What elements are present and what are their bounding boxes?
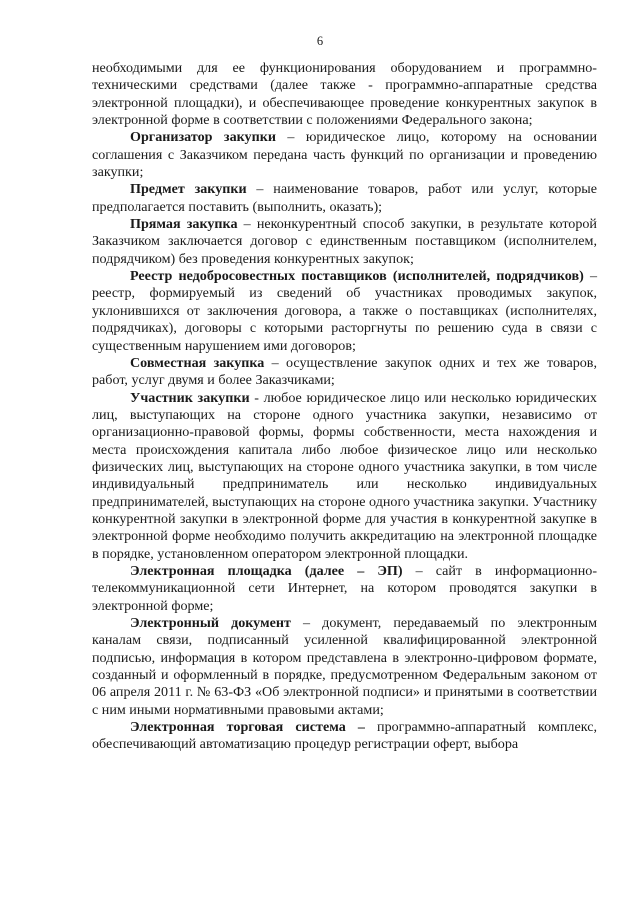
definition-text: - любое юридическое лицо или несколько юридических лиц, выступающих на стороне одного участника закупки, независимо от организационно-правовой формы, формы собственности, места нахождения и места происхождения капитала либо любое физическое лицо или несколько физических лиц, выступающих на стороне одного участника закупки, в том числе индивидуальный предприниматель или несколько индивидуальных предпринимателей, выступающих на стороне одного участника закупки. Участнику конкурентной закупки в электронной форме для участия в конкурентной закупке в электронной форме необходимо получить аккредитацию на электронной площадке в порядке, установленном оператором электронной площадки. (92, 389, 597, 562)
definition-term: Реестр недобросовестных поставщиков (исполнителей, подрядчиков) (130, 268, 584, 285)
definition-text: программно-аппаратный комплекс, обеспечивающий автоматизацию процедур регистрации оферт, выбора (92, 719, 597, 753)
document-body (92, 60, 597, 754)
page-number: 6 (316, 34, 324, 48)
definition-participant (92, 390, 597, 563)
definition-term: Предмет закупки (130, 181, 247, 198)
definition-term: Совместная закупка (130, 354, 265, 371)
definition-direct-purchase (92, 216, 597, 268)
definition-term: Прямая закупка (130, 216, 238, 233)
definition-term: Электронная площадка (далее – ЭП) (130, 562, 403, 579)
definition-term: Организатор закупки (130, 129, 276, 146)
definition-e-platform (92, 563, 597, 615)
definition-e-trading-system (92, 719, 597, 754)
definition-term: Электронный документ (130, 615, 291, 631)
paragraph-text: необходимыми для ее функционирования оборудованием и программно-техническими средствами (далее также - программно-аппаратные средства электронной площадки), и обеспечивающее проведение конкурентных закупок в электронной форме в соответствии с положениями Федерального закона; (92, 60, 597, 129)
definition-organizer (92, 129, 597, 181)
definition-term: Участник закупки (130, 389, 250, 406)
paragraph-continuation (92, 60, 597, 129)
definition-text: – юридическое лицо, которому на основании соглашения с Заказчиком передана часть функций по организации и проведению закупки; (92, 129, 597, 181)
definition-registry (92, 268, 597, 355)
definition-subject (92, 181, 597, 216)
definition-text: – документ, передаваемый по электронным каналам связи, подписанный усиленной квалифицированной электронной подписью, информация в котором представлена в электронно-цифровом формате, созданный и оформленный в порядке, предусмотренном Федеральным законом от 06 апреля 2011 г. № 63-ФЗ «Об электронной подписи» и принятыми в соответствии с ним иными нормативными правовыми актами; (92, 615, 597, 718)
definition-text: – наименование товаров, работ или услуг, которые предполагается поставить (выполнить, оказать); (92, 181, 597, 215)
definition-joint-purchase (92, 355, 597, 390)
definition-text: – реестр, формируемый из сведений об участниках проводимых закупок, уклонившихся от заключения договора, а также о поставщиках (исполнителях, подрядчиках), договоры с которыми расторгнуты по решению суда в связи с существенным нарушением ими договоров; (92, 268, 597, 354)
definition-text: – осуществление закупок одних и тех же товаров, работ, услуг двумя и более Заказчиками; (92, 354, 597, 389)
definition-e-document (92, 615, 597, 719)
definition-text: – сайт в информационно-телекоммуникационной сети Интернет, на котором проводятся закупки в электронной форме; (92, 562, 598, 614)
definition-text: – неконкурентный способ закупки, в результате которой Заказчиком заключается договор с единственным поставщиком (исполнителем, подрядчиком) без проведения конкурентных закупок; (92, 216, 597, 267)
definition-term: Электронная торговая система – (130, 719, 365, 736)
